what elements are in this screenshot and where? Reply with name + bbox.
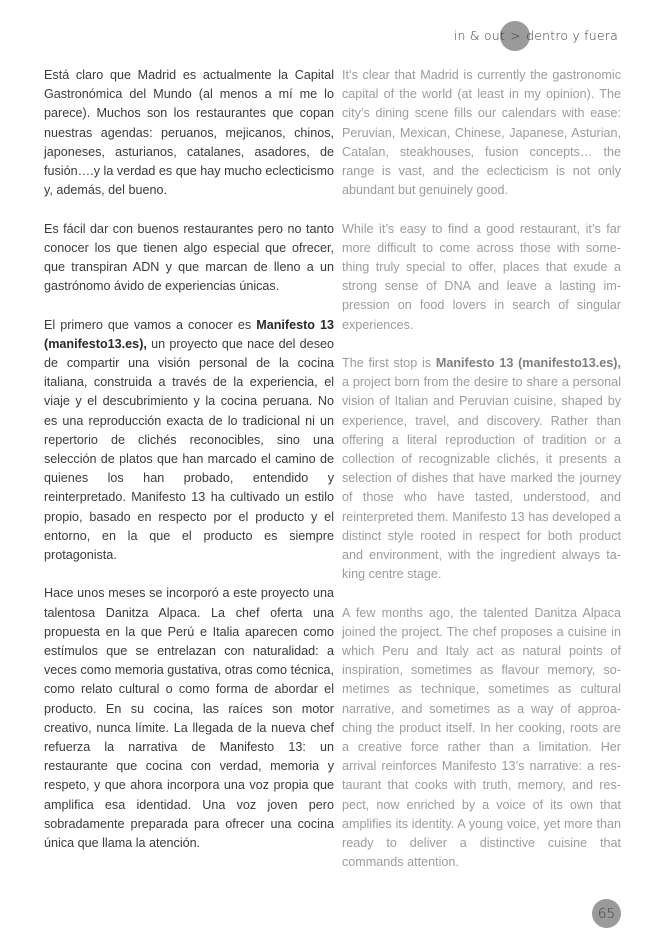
- spanish-paragraph-1: Está claro que Madrid es actualmente la Capital Gastronómica del Mundo (al menos a mí me lo parece). Muchos son los restaurantes que copan nuestras agendas: peruanos, mejicanos, chinos, japoneses, asturianos, catalanes, asadores, de fusión….y la verdad es que hay mucho eclecticismo y, además, del bueno.: [44, 68, 334, 198]
- page-number-badge: [592, 899, 621, 928]
- english-p3-body: a project born from the desire to share a personal vision of Italian and Peruvian cuisine, shaped by experience, travel, and discovery. Rather than offering a literal reproduction of tradition or a collection of recognizable clichés, it presents a selection of dishes that have marked the journey of those who have tasted, understood, and reinterpreted them. Manifesto 13 has developed a distinct style rooted in respect for both product and environment, with the ingredient always taking centre stage.: [342, 375, 621, 582]
- spanish-paragraph-4: Hace unos meses se incorporó a este proyecto una talentosa Danitza Alpaca. La chef oferta una propuesta en la que Perú e Italia aparecen como estímulos que se entrelazan con naturalidad: a veces como memoria gustativa, otras como técnica, como relato cultural o como forma de abordar el producto. En su cocina, las raíces son motor creativo, nunca límite. La llegada de la nueva chef refuerza la narrativa de Manifesto 13: un restaurante que cocina con verdad, memoria y respeto, y que ahora incorpora una voz propia que amplifica esa identidad. Una voz joven pero sobradamente preparada para ofrecer una cocina única que llama la atención.: [44, 586, 334, 851]
- spanish-p3-intro: El primero que vamos a conocer es: [44, 317, 257, 332]
- separator-arrow: >: [510, 27, 521, 43]
- spanish-column: [44, 66, 334, 872]
- page-number: 65: [597, 905, 616, 922]
- section-header: [454, 24, 618, 46]
- english-paragraph-2: While it’s easy to find a good restaurant, it’s far more difficult to come across those with something truly special to offer, places that exude a strong sense of DNA and leave a lasting impression on food lovers in search of singular experiences.: [342, 221, 621, 332]
- english-restaurant-name: Manifesto 13 (manifesto13.es),: [435, 356, 621, 371]
- spanish-paragraph-2: Es fácil dar con buenos restaurantes pero no tanto conocer los que tienen algo especial que ofrecer, que transpiran ADN y que marcan de lleno a un gastrónomo ávido de experiencias únicas.: [44, 221, 334, 294]
- spanish-paragraph-3: [44, 316, 334, 566]
- english-column: [342, 66, 621, 892]
- spanish-restaurant-name: Manifesto 13 (manifesto13.es),: [44, 317, 334, 351]
- section-label-dentro-fuera: dentro y fuera: [526, 27, 618, 43]
- english-p3-intro: The first stop is: [342, 356, 436, 371]
- section-label-in-out: in & out: [453, 27, 506, 43]
- english-paragraph-4: A few months ago, the talented Danitza Alpaca joined the project. The chef proposes a cuisine in which Peru and Italy act as natural points of inspiration, sometimes as flavour memory, sometimes as technique, sometimes as cultural narrative, and sometimes as a way of approaching the product itself. In her cooking, roots are a creative force rather than a limitation. Her arrival reinforces Manifesto 13’s narrative: a restaurant that cooks with truth, memory, and respect, now enriched by a voice of its own that amplifies its identity. A young voice, yet more than ready to deliver a distinctive cuisine that commands attention.: [342, 605, 621, 870]
- english-paragraph-3: [342, 354, 621, 584]
- english-paragraph-1: It’s clear that Madrid is currently the gastronomic capital of the world (at least in my opinion). The city’s dining scene fills our calendars with ease: Peruvian, Mexican, Chinese, Japanese, Asturian, Catalan, steakhouses, fusion concepts… the range is vast, and the eclecticism is not only abundant but genuinely good.: [342, 68, 621, 198]
- spanish-p3-body: un proyecto que nace del deseo de compartir una visión personal de la cocina italiana, construida a través de la experiencia, el viaje y el descubrimiento y la cocina peruana. No es una reproducción exacta de lo tradicional ni un repertorio de clichés reconocibles, sino una selección de platos que han marcado el camino de quienes los han probado, entendido y reinterpretado. Manifesto 13 ha cultivado un estilo propio, basado en respecto por el producto y el entorno, en la que el producto es siempre protagonista.: [44, 336, 334, 563]
- section-separator: [509, 28, 522, 43]
